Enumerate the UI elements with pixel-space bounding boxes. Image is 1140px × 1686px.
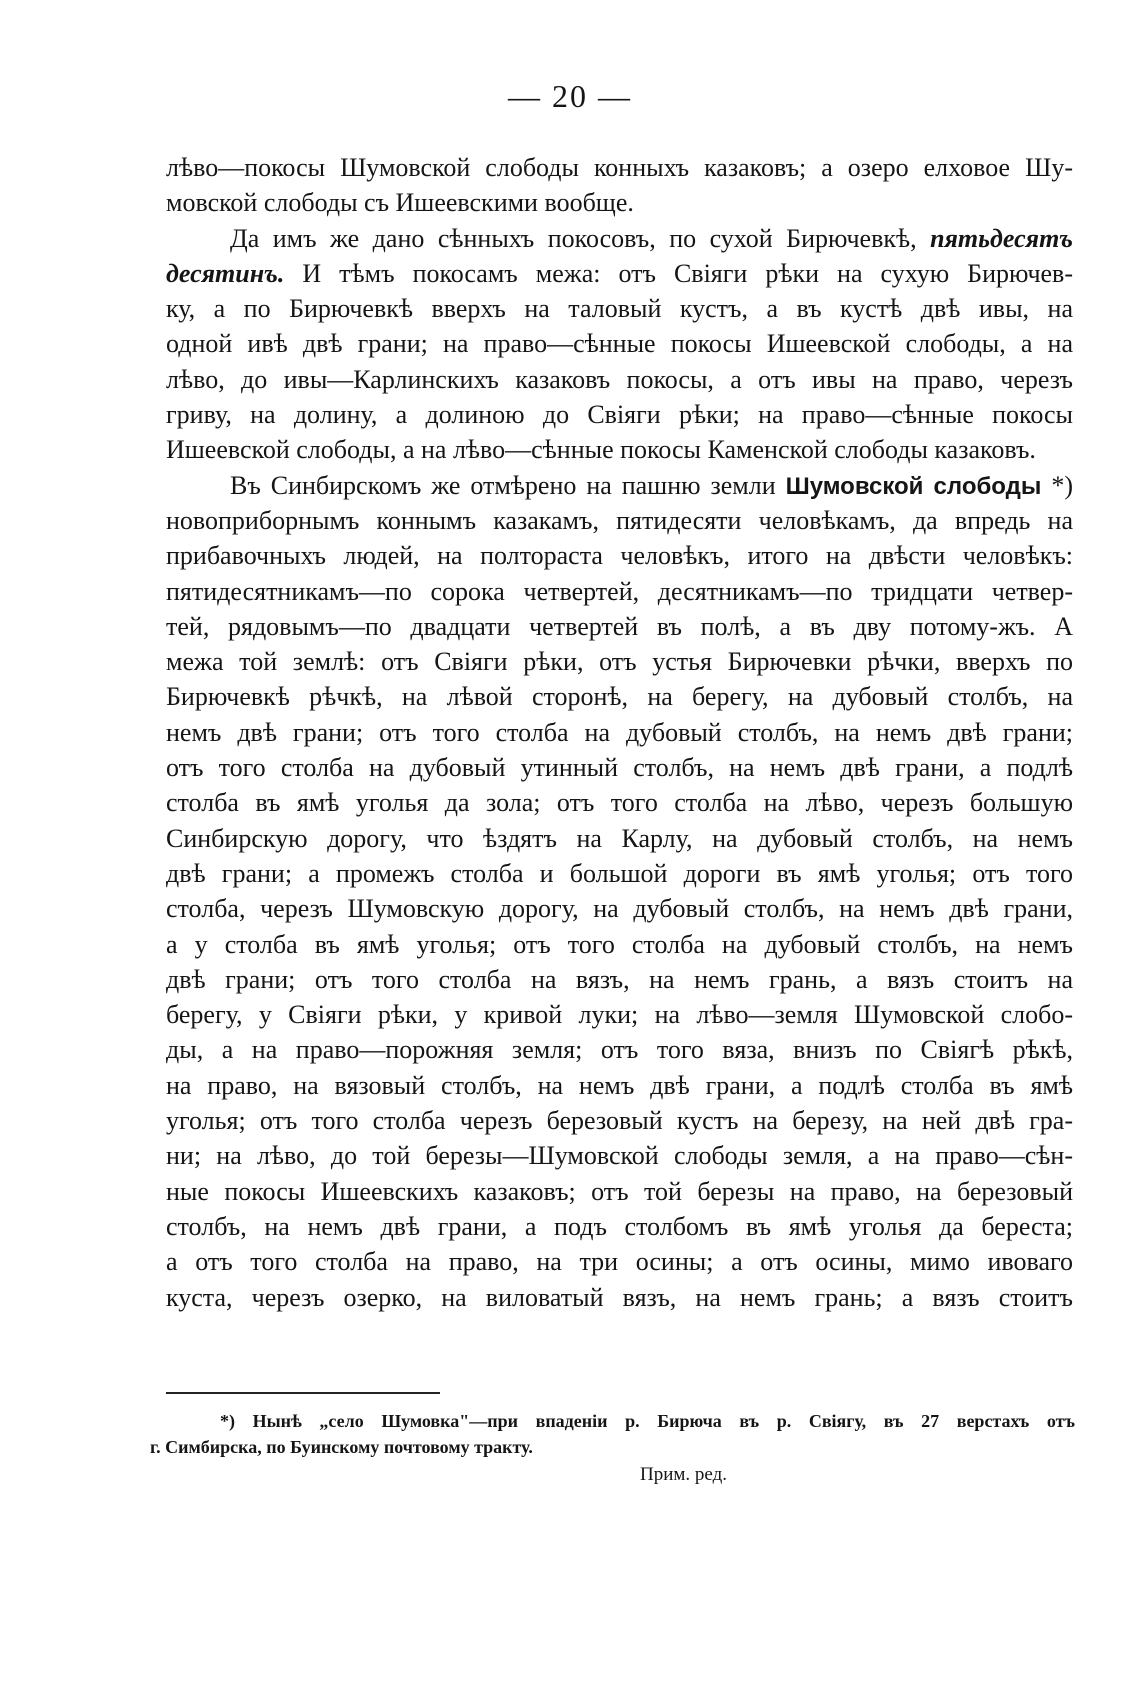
text-line: ку, а по Бирючевкѣ вверхъ на таловый кустъ, а въ кустѣ двѣ ивы, на — [166, 294, 1073, 324]
text-line: мовской слободы съ Ишеевскими вообще. — [166, 188, 634, 218]
text-line: столба, черезъ Шумовскую дорогу, на дубовый столбъ, на немъ двѣ грани, — [166, 894, 1073, 924]
text-line — [166, 468, 1073, 503]
text-line: на право, на вязовый столбъ, на немъ двѣ грани, а подлѣ столба въ ямѣ — [166, 1070, 1073, 1100]
text-line: Ишеевской слободы, а на лѣво—сѣнные покосы Каменской слободы казаковъ. — [166, 435, 1036, 465]
editor-note: Прим. ред. — [640, 1464, 728, 1485]
text-line: Бирючевкѣ рѣчкѣ, на лѣвой сторонѣ, на берегу, на дубовый столбъ, на — [166, 682, 1073, 712]
text-line: куста, черезъ озерко, на виловатый вязъ, на немъ грань; а вязъ стоитъ — [166, 1282, 1073, 1312]
emphasized-text: пятьдесятъ — [930, 223, 1073, 253]
text-line: межа той землѣ: отъ Свіяги рѣки, отъ устья Бирючевки рѣчки, вверхъ по — [166, 647, 1073, 677]
text-line: пятидесятникамъ—по сорока четвертей, десятникамъ—по тридцати четвер- — [166, 576, 1073, 606]
text-line: столба въ ямѣ уголья да зола; отъ того столба на лѣво, черезъ большую — [166, 788, 1073, 818]
footnote-line: г. Симбирска, по Буинскому почтовому тракту. — [150, 1437, 533, 1457]
footnote — [150, 1408, 1075, 1490]
text-line: новоприборнымъ коннымъ казакамъ, пятидесяти человѣкамъ, да впредь на — [166, 505, 1073, 535]
text-line: гриву, на долину, а долиною до Свіяги рѣки; на право—сѣнные покосы — [166, 400, 1073, 430]
text-line: двѣ грани; отъ того столба на вязъ, на немъ грань, а вязъ стоитъ на — [166, 964, 1073, 994]
text-line: прибавочныхъ людей, на полтораста человѣкъ, итого на двѣсти человѣкъ: — [166, 541, 1073, 571]
text-line: ни; на лѣво, до той березы—Шумовской слободы земля, а на право—сѣн- — [166, 1141, 1073, 1171]
text-line: немъ двѣ грани; отъ того столба на дубовый столбъ, на немъ двѣ грани; — [166, 717, 1073, 747]
text-run: Да имъ же дано сѣнныхъ покосовъ, по сухой Бирючевкѣ, — [230, 223, 931, 253]
bold-heading-text: Шумовской слободы — [785, 472, 1042, 500]
emphasized-text: десятинъ. — [166, 258, 285, 288]
text-line — [166, 221, 1073, 256]
text-line: отъ того столба на дубовый утинный столбъ, на немъ двѣ грани, а подлѣ — [166, 753, 1073, 783]
footnote-marker: *) — [1041, 470, 1073, 500]
text-line: ные покосы Ишеевскихъ казаковъ; отъ той березы на право, на березовый — [166, 1176, 1073, 1206]
footnote-line: *) Нынѣ „село Шумовка"—при впаденіи р. Бирюча въ р. Свіягу, въ 27 верстахъ отъ — [220, 1411, 1075, 1431]
text-line: одной ивѣ двѣ грани; на право—сѣнные покосы Ишеевской слободы, а на — [166, 329, 1073, 359]
text-line: лѣво, до ивы—Карлинскихъ казаковъ покосы, а отъ ивы на право, черезъ — [166, 364, 1073, 394]
text-line: ды, а на право—порожняя земля; отъ того вяза, внизъ по Свіягѣ рѣкѣ, — [166, 1035, 1073, 1065]
text-line: уголья; отъ того столба черезъ березовый кустъ на березу, на ней двѣ гра- — [166, 1106, 1073, 1136]
text-line: столбъ, на немъ двѣ грани, а подъ столбомъ въ ямѣ уголья да береста; — [166, 1211, 1073, 1241]
text-line: лѣво—покосы Шумовской слободы конныхъ казаковъ; а озеро елховое Шу- — [166, 153, 1073, 182]
text-line: двѣ грани; а промежъ столба и большой дороги въ ямѣ уголья; отъ того — [166, 858, 1073, 888]
text-line — [166, 256, 1073, 291]
text-line: тей, рядовымъ—по двадцати четвертей въ полѣ, а въ дву потому-жъ. А — [166, 611, 1073, 641]
page-number: — 20 — — [508, 78, 632, 114]
text-run: И тѣмъ покосамъ межа: отъ Свіяги рѣки на сухую Бирючев- — [284, 258, 1073, 288]
text-run: Въ Синбирскомъ же отмѣрено на пашню земли — [230, 470, 786, 500]
text-line: Синбирскую дорогу, что ѣздятъ на Карлу, на дубовый столбъ, на немъ — [166, 823, 1073, 853]
text-line: а у столба въ ямѣ уголья; отъ того столба на дубовый столбъ, на немъ — [166, 929, 1073, 959]
text-line: берегу, у Свіяги рѣки, у кривой луки; на лѣво—земля Шумовской слобо- — [166, 1000, 1073, 1030]
footnote-divider — [166, 1392, 440, 1394]
body-text — [166, 150, 1073, 1315]
text-line: а отъ того столба на право, на три осины; а отъ осины, мимо ивоваго — [166, 1247, 1073, 1277]
